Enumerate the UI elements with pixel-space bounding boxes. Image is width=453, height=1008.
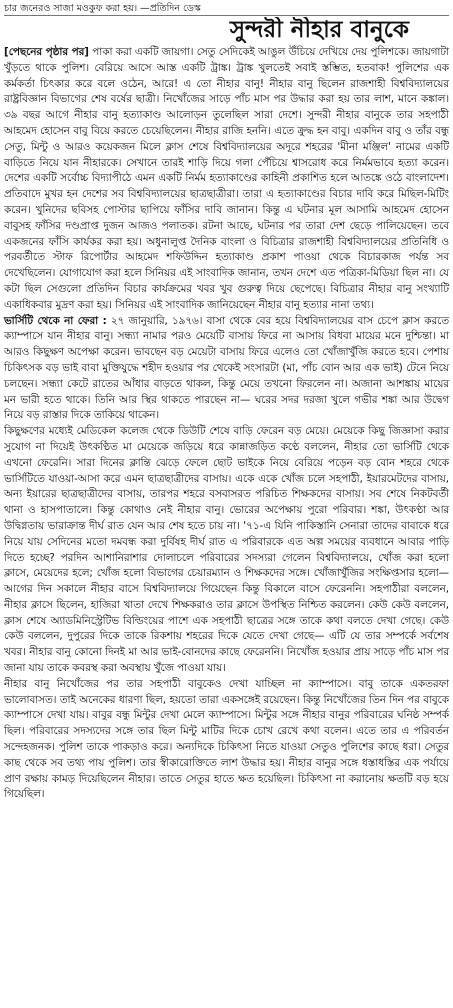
article-body bbox=[4, 45, 449, 803]
paragraph-2-text: ২৭ জানুয়ারি, ১৯৭৬। বাসা থেকে বের হয়ে বিশ্ববিদ্যালয়ের বাস চেপে ক্লাস করতে ক্যাম্পাসে যান নীহার বানু। সন্ধ্যা নামার পরও মেয়েটি বাসায় ফিরে না আসায় বিধবা মায়ের মনে দুশ্চিন্তা। মা আরও কিছুক্ষণ অপেক্ষা করেন। ভাবছেন বড় মেয়েটা বাসায় ফিরে এলেও তো খোঁজাখুঁজি করতে হবে। পেশায় চিকিৎসক বড় ভাই বাবা মুক্তিযুদ্ধে শহীদ হওয়ার পর থেকেই সংসারটা (মা, পাঁচ বোন আর এক ভাই) টেনে নিয়ে চলছেন। সন্ধ্যা কেটে রাতের আঁধার বাড়তে থাকল, কিন্তু মেয়ে তখনো ফিরলেন না। অজানা আশঙ্কায় মায়ের মন ভারী হতে থাকে। তিনি আর স্থির থাকতে পারছেন না— ঘরের সদর দরজা খুলে গভীর শঙ্কা আর উদ্বেগ নিয়ে বড় রাস্তার দিকে তাকিয়ে থাকেন। bbox=[4, 314, 450, 422]
top-divider bbox=[4, 15, 449, 16]
article-paragraph-1 bbox=[4, 45, 449, 314]
continued-from-label: [পেছনের পৃষ্ঠার পর] bbox=[4, 46, 89, 58]
subheading: ভার্সিটি থেকে না ফেরা : bbox=[4, 314, 107, 327]
article-paragraph-3: কিছুক্ষণের মধ্যেই মেডিকেল কলেজ থেকে ডিউটি শেষে বাড়ি ফেরেন বড় মেয়ে। মেয়েকে কিছু জিজ্ঞাসা করার সুযোগ না দিয়েই উৎকণ্ঠিত মা মেয়েকে জড়িয়ে ধরে কান্নাজড়িত কণ্ঠে বললেন, নীহার তো ভার্সিটি থেকে এখনো ফেরেনি। সারা দিনের ক্লান্তি ঝেড়ে ফেলে ছোট ভাইকে নিয়ে বেরিয়ে পড়েন বড় বোন শহরে থেকে ভার্সিটিতে যাওয়া-আসা করে এমন ছাত্রছাত্রীদের বাসায়। একে একে খোঁজ চলে সহপাঠী, ইয়ারমেটদের বাসায়, অন্য ইয়ারের ছাত্রছাত্রীদের বাসায়, তারপর শহরে বসবাসরত পরিচিত শিক্ষকদের বাসায়। সব শেষে নিকটবর্তী থানা ও হাসপাতালে। কিন্তু কোথাও নেই নীহার বানু। ভোরের অপেক্ষায় পুরো পরিবার। শঙ্কা, উৎকণ্ঠা আর উদ্বিগ্নতায় ভারাক্রান্ত দীর্ঘ রাত যেন আর শেষ হতে চায় না। '৭১-এ যিনি পাকিস্তানি সেনারা তাদের বাবাকে ধরে নিয়ে যায় সেদিনের মতো দমবন্ধ করা দুর্বিষহ দীর্ঘ রাত এ পরিবারকে এত অল্প সময়ের ব্যবধানে আবার পাড়ি দিতে হচ্ছে? পরদিন আশানিরাশার দোলাচলে পরিবারের সদস্যরা গেলেন বিশ্ববিদ্যালয়ে, খোঁজ করা হলো ক্লাসে, মেয়েদের হলে; খোঁজ হলো বিভাগের চেয়ারম্যান ও শিক্ষকদের সঙ্গে। খোঁজাখুঁজির সংক্ষিপ্তসার হলো— আগের দিন সকালে নীহার বাসে বিশ্ববিদ্যালয়ে গিয়েছেন কিন্তু বিকালে বাসে ফেরেননি। সহপাঠীরা বললেন, নীহার ক্লাসে ছিলেন, হাজিরা খাতা দেখে শিক্ষকরাও তার ক্লাসে উপস্থিত নিশ্চিত করলেন। কেউ কেউ বললেন, ক্লাস শেষে অ্যাডমিনিস্ট্রেটিভ বিল্ডিংয়ের পাশে এক সহপাঠী ছাত্রের সঙ্গে তাকে কথা বলতে দেখা গেছে। কেউ কেউ বললেন, দুপুরের দিকে তাকে রিকশায় শহরের দিকে যেতে দেখা গেছে— এটি যে তার সম্পর্কে সর্বশেষ খবর। নীহার বানু কোনো দিনই মা আর ভাই-বোনদের কাছে ফেরেননি। নিখোঁজ হওয়ার প্রায় সাড়ে পাঁচ মাস পর জানা যায় তাকে কবরস্থ করা অবস্থায় খুঁজে পাওয়া যায়। bbox=[4, 425, 449, 675]
previous-article-ending: চার জনেরও সাজা মওকুফ করা হয়। —প্রতিদিন ডেস্ক bbox=[4, 3, 201, 14]
headline: সুন্দরী নীহার বানুকে bbox=[229, 17, 409, 43]
article-paragraph-4: নীহার বানু নিখোঁজের পর তার সহপাঠী বাবুকেও দেখা যাচ্ছিল না ক্যাম্পাসে। বাবু তাকে একতরফা ভালোবাসত। তাই অনেকের ধারণা ছিল, হয়তো তারা একসঙ্গেই রয়েছেন। কিন্তু নিখোঁজের তিন দিন পর বাবুকে ক্যাম্পাসে দেখা যায়। বাবুর বন্ধু মিন্টুর দেখা মেলে ক্যাম্পাসে। মিন্টুর সঙ্গে নীহার বানুর পরিবারের ঘনিষ্ঠ সম্পর্ক ছিল। পরিবারের সদস্যদের সঙ্গে তার ছিল মিন্টু মাটির দিকে চোখ রেখে কথা বলেন। এতে তার এ পরিবর্তন সন্দেহজনক। পুলিশ তাকে পাকড়াও করে। অন্যদিকে চিকিৎসা নিতে যাওয়া সেতুও পুলিশের কাছে ধরা। সেতুর কাছ থেকে সব তথ্য পায় পুলিশ। তার স্বীকারোক্তিতে লাশ উদ্ধার হয়। নীহার বানুর সঙ্গে ধস্তাধস্তির এক পর্যায়ে প্রাণ রক্ষায় কামড় দিয়েছিলেন নীহার। তাতে সেতুর হাতে ক্ষত হয়েছিল। চিকিৎসা না করানোয় ক্ষতটি বড় হয়ে গিয়েছিল। bbox=[4, 677, 449, 801]
article-paragraph-2 bbox=[4, 314, 449, 425]
paragraph-1-text: পাকা করা একটি জায়গা। সেতু সেদিকেই আঙুল উঁচিয়ে দেখিয়ে দেয় পুলিশকে। জায়গাটা খুঁড়তে থাকে পুলিশ। বেরিয়ে আসে আস্ত একটি ট্রাঙ্ক। ট্রাঙ্ক খুলতেই সবাই স্তম্ভিত, হতবাক! পুলিশের এক কর্মকর্তা চিৎকার করে বলে ওঠেন, আরে! এ তো নীহার বানু! নীহার বানু ছিলেন রাজশাহী বিশ্ববিদ্যালয়ের রাষ্ট্রবিজ্ঞান বিভাগের শেষ বর্ষের ছাত্রী। নিখোঁজের সাড়ে পাঁচ মাস পর উদ্ধার করা হয় তার লাশ, মানে কঙ্কাল। ৩৯ বছর আগে নীহার বানু হত্যাকাণ্ড আলোড়ন তুলেছিল সারা দেশে। সুন্দরী নীহার বানুকে তার সহপাঠী আহমেদ হোসেন বাবু বিয়ে করতে চেয়েছিলেন। নীহার রাজি হননি। এতে ক্রুদ্ধ হন বাবু। একদিন বাবু ও তাঁর বন্ধু সেতু, মিন্টু ও আরও কয়েকজন মিলে ক্লাস শেষে বিশ্ববিদ্যালয়ের অদূরে শহরের 'মীনা মঞ্জিল' নামের একটি বাড়িতে নিয়ে যান নীহারকে। সেখানে তারই শাড়ি দিয়ে গলা পেঁচিয়ে শ্বাসরোধ করে নির্মমভাবে হত্যা করেন। দেশের একটি সর্বোচ্চ বিদ্যাপীঠে এমন একটি নির্মম হত্যাকাণ্ডের কাহিনী প্রকাশিত হলে আতঙ্কে ওঠে বাংলাদেশ। প্রতিবাদে মুখর হন দেশের সব বিশ্ববিদ্যালয়ের ছাত্রছাত্রীরা। তারা এ হত্যাকাণ্ডের বিচার দাবি করে মিছিল-মিটিং করেন। খুনিদের ছবিসহ পোস্টার ছাপিয়ে ফাঁসির দাবি জানান। কিন্তু এ ঘটনার মূল আসামি আহমেদ হোসেন বাবুসহ ফাঁসির দণ্ডপ্রাপ্ত দুজন আজও পলাতক। রটনা আছে, ঘটনার পর তারা দেশ ছেড়ে পালিয়েছেন। তবে একজনের ফাঁসি কার্যকর করা হয়। অধুনালুপ্ত দৈনিক বাংলা ও বিচিত্রার রাজশাহী বিশ্ববিদ্যালয়ের প্রতিনিধি ও পরবর্তীতে স্টাফ রিপোর্টার আহমেদ শফিউদ্দিন হত্যাকাণ্ড প্রকাশ পাওয়া থেকে বিচারকাজ পর্যন্ত সব দেখেছিলেন। যোগাযোগ করা হলে সিনিয়র এই সাংবাদিক জানান, তখন দেশে এত পত্রিকা-মিডিয়া ছিল না। যে কটা ছিল সেগুলো প্রতিদিন বিচার কার্যক্রমের খবর খুব গুরুত্ব দিয়ে ছেপেছে। বিচিত্রার নীহার বানু সংখ্যাটি একাধিকবার মুদ্রণ করা হয়। সিনিয়র এই সাংবাদিক জানিয়েছেন নীহার বানু হত্যার নানা তথ্য। bbox=[4, 46, 449, 311]
